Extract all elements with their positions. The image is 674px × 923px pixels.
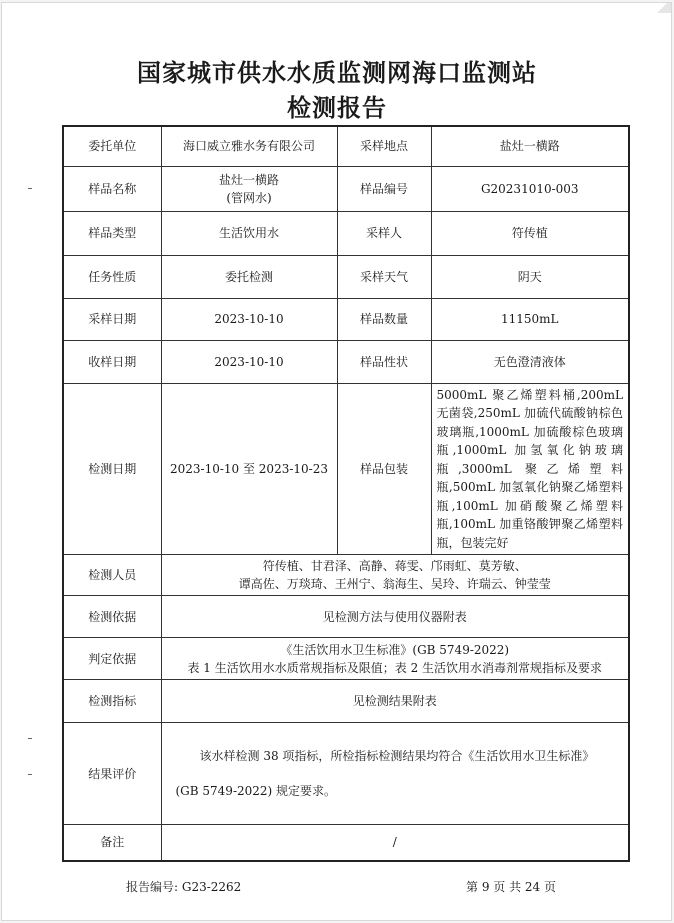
cell-label: 样品数量 — [337, 298, 431, 340]
cell-label: 采样天气 — [337, 255, 431, 298]
cell-value: 生活饮用水 — [161, 211, 337, 255]
cell-label: 委托单位 — [63, 126, 161, 166]
cell-label: 样品性状 — [337, 340, 431, 383]
cell-label: 检测依据 — [63, 596, 161, 638]
table-row — [63, 298, 629, 340]
cell-label: 采样日期 — [63, 298, 161, 340]
judge-line: 表 1 生活饮用水水质常规指标及限值；表 2 生活饮用水消毒剂常规指标及要求 — [187, 660, 603, 675]
cell-label: 样品名称 — [63, 166, 161, 211]
table-row — [63, 825, 629, 861]
table-row — [63, 638, 629, 680]
judge-line: 《生活饮用水卫生标准》(GB 5749-2022) — [280, 642, 510, 657]
cell-value: 见检测结果附表 — [161, 680, 629, 723]
evaluation-line: (GB 5749-2022) 规定要求。 — [175, 783, 337, 798]
report-table — [62, 125, 630, 862]
cell-label: 样品包装 — [337, 383, 431, 555]
margin-mark — [28, 774, 32, 775]
personnel-line: 符传植、甘君泽、高静、蒋雯、邝雨虹、莫芳敏、 — [262, 559, 527, 573]
evaluation-text — [161, 723, 629, 825]
cell-label: 备注 — [63, 825, 161, 861]
cell-value: 无色澄清液体 — [431, 340, 629, 383]
cell-value: 盐灶一横路 — [431, 126, 629, 166]
cell-label: 采样地点 — [337, 126, 431, 166]
margin-mark — [28, 738, 32, 739]
table-row — [63, 211, 629, 255]
table-row — [63, 255, 629, 298]
cell-label: 检测指标 — [63, 680, 161, 723]
cell-value — [161, 555, 629, 596]
cell-label: 任务性质 — [63, 255, 161, 298]
page-corner — [653, 3, 671, 13]
table-row — [63, 596, 629, 638]
report-title: 国家城市供水水质监测网海口监测站 — [137, 59, 537, 87]
cell-value: 2023-10-10 — [161, 298, 337, 340]
table-row — [63, 340, 629, 383]
table-row — [63, 126, 629, 166]
table-row — [63, 680, 629, 723]
cell-label: 样品类型 — [63, 211, 161, 255]
cell-value: 11150mL — [431, 298, 629, 340]
personnel-line: 谭高佐、万琰琦、王州宁、翁海生、吴玲、许瑞云、钟莹莹 — [238, 577, 551, 591]
cell-value — [161, 166, 337, 211]
table-row — [63, 383, 629, 555]
sample-name-line: (管网水) — [226, 190, 272, 205]
cell-value: 海口威立雅水务有限公司 — [161, 126, 337, 166]
cell-value: 2023-10-10 至 2023-10-23 — [161, 383, 337, 555]
table-row — [63, 555, 629, 596]
cell-value: / — [161, 825, 629, 861]
evaluation-line: 该水样检测 38 项指标，所检指标检测结果均符合《生活饮用水卫生标准》 — [199, 748, 595, 763]
cell-label: 检测日期 — [63, 383, 161, 555]
cell-value: 委托检测 — [161, 255, 337, 298]
page-number: 第 9 页 共 24 页 — [466, 880, 556, 894]
cell-value: 见检测方法与使用仪器附表 — [161, 596, 629, 638]
table-row — [63, 166, 629, 211]
cell-label: 结果评价 — [63, 723, 161, 825]
sample-package-text: 5000mL 聚乙烯塑料桶,200mL 无菌袋,250mL 加硫代硫酸钠棕色玻璃瓶,1000mL 加硫酸棕色玻璃瓶,1000mL 加氢氧化钠玻璃瓶,3000mL 聚乙烯塑料瓶,500mL 加氢氧化钠聚乙烯塑料瓶,100mL 加硝酸聚乙烯塑料瓶,100mL 加重铬酸钾聚乙烯塑料瓶，包装完好 — [431, 383, 629, 555]
cell-value: G20231010-003 — [431, 166, 629, 211]
report-subtitle: 检测报告 — [287, 94, 387, 122]
cell-label: 采样人 — [337, 211, 431, 255]
cell-value: 2023-10-10 — [161, 340, 337, 383]
cell-label: 收样日期 — [63, 340, 161, 383]
cell-value — [161, 638, 629, 680]
cell-value: 符传植 — [431, 211, 629, 255]
table-row — [63, 723, 629, 825]
cell-value: 阴天 — [431, 255, 629, 298]
margin-mark — [28, 188, 32, 189]
sample-name-line: 盐灶一横路 — [218, 172, 279, 187]
report-number: 报告编号: G23-2262 — [126, 880, 242, 894]
cell-label: 样品编号 — [337, 166, 431, 211]
cell-label: 检测人员 — [63, 555, 161, 596]
cell-label: 判定依据 — [63, 638, 161, 680]
